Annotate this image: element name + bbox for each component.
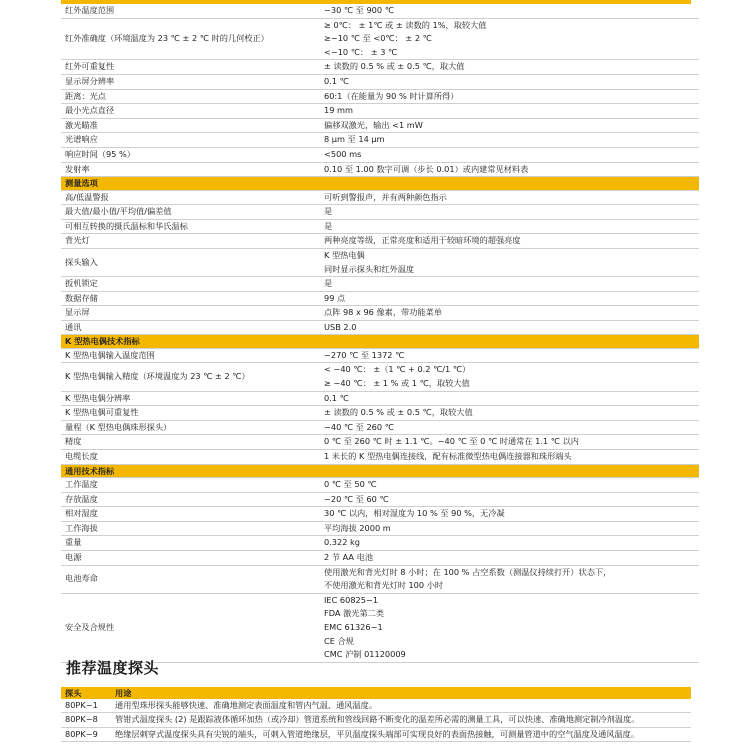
probes-header-row	[61, 687, 691, 699]
spec-value	[320, 118, 699, 133]
spec-value-line: 偏移双激光，输出 <1 mW	[324, 119, 423, 130]
spec-label: 光谱响应	[61, 133, 320, 148]
spec-value	[320, 205, 699, 220]
spec-row	[61, 306, 699, 321]
spec-row	[61, 492, 699, 507]
spec-row	[61, 551, 699, 566]
spec-row	[61, 450, 699, 465]
probes-header-model: 探头	[65, 688, 82, 698]
spec-row	[61, 277, 699, 292]
spec-value-line: < −40 ℃： ±（1 ℃ + 0.2 ℃/1 ℃）	[324, 364, 471, 375]
spec-label: 数据存储	[61, 291, 320, 306]
spec-value-line: CMC 沪制 01120009	[324, 649, 406, 660]
spec-value-line: FDA 激光第二类	[324, 608, 385, 619]
spec-label: 探头输入	[61, 248, 320, 276]
section-header	[61, 335, 699, 348]
spec-value	[320, 363, 699, 391]
spec-value	[320, 147, 699, 162]
spec-row	[61, 147, 699, 162]
section-title: 测量选项	[61, 177, 699, 190]
spec-value-line: ± 读数的 0.5 % 或 ± 0.5 ℃，取大值	[324, 61, 465, 72]
spec-row	[61, 348, 699, 363]
spec-label: 量程（K 型热电偶珠形探头）	[61, 420, 320, 435]
spec-value-line: 0.1 ℃	[324, 75, 349, 86]
spec-row	[61, 406, 699, 421]
probes-header-use: 用途	[115, 688, 132, 698]
spec-value-line: 0.10 至 1.00 数字可调（步长 0.01）或内建常见材料表	[324, 163, 529, 174]
spec-label: 高/低温警报	[61, 190, 320, 205]
spec-value-line: 平均海拔 2000 m	[324, 522, 391, 533]
spec-value	[320, 291, 699, 306]
spec-row	[61, 205, 699, 220]
spec-label: 重量	[61, 536, 320, 551]
spec-label: 最大值/最小值/平均值/偏差值	[61, 205, 320, 220]
spec-value-line: IEC 60825−1	[324, 594, 379, 605]
spec-label: 激光瞄准	[61, 118, 320, 133]
spec-label: 红外准确度（环境温度为 23 ℃ ± 2 ℃ 时的几何校正）	[61, 18, 320, 60]
spec-value-line: 99 点	[324, 292, 346, 303]
spec-value	[320, 593, 699, 662]
spec-label: 工作海拔	[61, 521, 320, 536]
spec-row	[61, 248, 699, 276]
spec-value	[320, 320, 699, 335]
spec-row	[61, 133, 699, 148]
spec-row	[61, 4, 699, 18]
spec-row	[61, 190, 699, 205]
spec-value	[320, 18, 699, 60]
spec-value-line: <500 ms	[324, 148, 362, 159]
section-title: 通用技术指标	[61, 464, 699, 477]
probes-title: 推荐温度探头	[66, 659, 160, 677]
spec-label: 电池寿命	[61, 565, 320, 593]
spec-value	[320, 507, 699, 522]
spec-label: 工作温度	[61, 478, 320, 493]
probe-use: 通用型珠形探头能够快速、准确地测定表面温度和管内气温、通风温度。	[115, 700, 378, 710]
probe-row	[61, 728, 691, 742]
spec-row	[61, 593, 699, 662]
spec-table-body	[61, 4, 699, 662]
probes-rows	[61, 699, 691, 742]
spec-value	[320, 348, 699, 363]
spec-value-line: 1 米长的 K 型热电偶连接线，配有标准微型热电偶连接器和珠形端头	[324, 451, 572, 462]
spec-value-line: 同时显示探头和红外温度	[324, 263, 415, 274]
probe-model: 80PK−1	[65, 700, 98, 710]
spec-value-line: K 型热电偶	[324, 249, 365, 260]
spec-value-line: CE 合规	[324, 635, 354, 646]
spec-row	[61, 291, 699, 306]
spec-value	[320, 391, 699, 406]
spec-value-line: −270 ℃ 至 1372 ℃	[324, 349, 405, 360]
spec-label: 显示屏	[61, 306, 320, 321]
spec-value	[320, 104, 699, 119]
spec-label: 距离：光点	[61, 89, 320, 104]
spec-row	[61, 363, 699, 391]
spec-label: 通讯	[61, 320, 320, 335]
spec-value	[320, 277, 699, 292]
spec-row	[61, 320, 699, 335]
spec-label: K 型热电偶可重复性	[61, 406, 320, 421]
spec-row	[61, 104, 699, 119]
spec-value	[320, 219, 699, 234]
spec-row	[61, 219, 699, 234]
spec-row	[61, 234, 699, 249]
spec-label: 电源	[61, 551, 320, 566]
spec-label: K 型热电偶输入温度范围	[61, 348, 320, 363]
spec-value-line: 0.1 ℃	[324, 392, 349, 403]
spec-label: K 型热电偶输入精度（环境温度为 23 ℃ ± 2 ℃）	[61, 363, 320, 391]
spec-value	[320, 551, 699, 566]
spec-value	[320, 60, 699, 75]
spec-value	[320, 4, 699, 18]
probes-table	[61, 687, 691, 742]
spec-row	[61, 60, 699, 75]
spec-value-line: −40 ℃ 至 260 ℃	[324, 421, 394, 432]
spec-value	[320, 162, 699, 177]
spec-row	[61, 89, 699, 104]
spec-sheet	[61, 0, 691, 663]
spec-value-line: ± 读数的 0.5 % 或 ± 0.5 ℃，取较大值	[324, 407, 473, 418]
spec-row	[61, 391, 699, 406]
spec-label: 精度	[61, 435, 320, 450]
spec-row	[61, 18, 699, 60]
spec-value	[320, 450, 699, 465]
spec-row	[61, 74, 699, 89]
spec-value	[320, 133, 699, 148]
probe-row	[61, 699, 691, 713]
spec-row	[61, 118, 699, 133]
spec-value	[320, 74, 699, 89]
spec-value	[320, 234, 699, 249]
spec-value-line: 使用激光和背光灯时 8 小时；在 100 % 占空系数（测温仪持续打开）状态下，	[324, 566, 612, 577]
probe-model: 80PK−9	[65, 728, 98, 739]
spec-value-line: <−10 ℃： ± 3 ℃	[324, 46, 398, 57]
spec-value	[320, 435, 699, 450]
spec-value	[320, 406, 699, 421]
spec-label: 扳机锁定	[61, 277, 320, 292]
spec-value-line: 19 mm	[324, 105, 353, 116]
probe-use: 绝缘层刺穿式温度探头具有尖锐的端头，可刺入管道绝缘层，平贝温度探头端部可实现良好的表面热接触，可测量管道中的空气温度及通风温度。	[115, 728, 640, 739]
spec-row	[61, 536, 699, 551]
spec-value	[320, 190, 699, 205]
spec-value-line: 是	[324, 220, 333, 231]
spec-value-line: 2 节 AA 电池	[324, 552, 374, 562]
spec-value	[320, 565, 699, 593]
spec-value-line: ≥ −40 ℃： ± 1 % 或 1 ℃，取较大值	[324, 378, 470, 389]
spec-label: 电缆长度	[61, 450, 320, 465]
spec-value	[320, 89, 699, 104]
spec-value	[320, 306, 699, 321]
spec-label: 可相互转换的摄氏温标和华氏温标	[61, 219, 320, 234]
spec-value-line: ≥−10 ℃ 至 <0℃： ± 2 ℃	[324, 33, 432, 44]
spec-value-line: USB 2.0	[324, 321, 357, 332]
spec-label: 发射率	[61, 162, 320, 177]
spec-value	[320, 420, 699, 435]
spec-value-line: 0 ℃ 至 50 ℃	[324, 479, 377, 490]
spec-value-line: 两种亮度等级，正常亮度和适用于较暗环境的超强亮度	[324, 235, 521, 246]
spec-value-line: ≥ 0℃： ± 1℃ 或 ± 读数的 1%，取较大值	[324, 19, 487, 30]
spec-label: K 型热电偶分辨率	[61, 391, 320, 406]
spec-value-line: 不使用激光和背光灯时 100 小时	[324, 580, 444, 591]
spec-row	[61, 435, 699, 450]
spec-label: 最小光点直径	[61, 104, 320, 119]
spec-label: 响应时间（95 %）	[61, 147, 320, 162]
spec-row	[61, 521, 699, 536]
spec-value	[320, 492, 699, 507]
spec-value	[320, 536, 699, 551]
spec-value-line: 可听到警报声，并有两种颜色指示	[324, 191, 447, 202]
section-header	[61, 177, 699, 190]
spec-row	[61, 162, 699, 177]
spec-value-line: 是	[324, 278, 333, 289]
probe-use: 管钳式温度探头 (2) 是跟踪液体循环加热（或冷却）管道系统和管线回路不断变化的温差所必需的测量工具，可以快速、准确地测定制冷剂温度。	[115, 714, 640, 725]
spec-value-line: 30 ℃ 以内，相对湿度为 10 % 至 90 %，无冷凝	[324, 508, 505, 519]
spec-value	[320, 521, 699, 536]
spec-row	[61, 565, 699, 593]
spec-value-line: EMC 61326−1	[324, 621, 383, 632]
spec-value-line: 8 μm 至 14 μm	[324, 134, 385, 145]
spec-label: 存放温度	[61, 492, 320, 507]
spec-label: 显示屏分辨率	[61, 74, 320, 89]
spec-value-line: −20 ℃ 至 60 ℃	[324, 493, 389, 504]
spec-value-line: 0 ℃ 至 260 ℃ 时 ± 1.1 ℃。−40 ℃ 至 0 ℃ 时通常在 1.1 ℃ 以内	[324, 436, 579, 447]
spec-label: 红外可重复性	[61, 60, 320, 75]
probe-row	[61, 713, 691, 727]
spec-value-line: −30 ℃ 至 900 ℃	[324, 5, 394, 15]
spec-label: 安全及合规性	[61, 593, 320, 662]
section-title: K 型热电偶技术指标	[61, 335, 699, 348]
spec-value-line: 60:1（在能量为 90 % 时计算所得）	[324, 90, 459, 101]
probe-model: 80PK−8	[65, 714, 98, 725]
spec-value-line: 是	[324, 206, 333, 217]
spec-row	[61, 420, 699, 435]
section-header	[61, 464, 699, 477]
spec-value-line: 点阵 98 x 96 像素，带功能菜单	[324, 307, 442, 318]
spec-value	[320, 478, 699, 493]
spec-label: 背光灯	[61, 234, 320, 249]
spec-label: 红外温度范围	[61, 4, 320, 18]
spec-row	[61, 507, 699, 522]
spec-value-line: 0.322 kg	[324, 537, 360, 548]
spec-row	[61, 478, 699, 493]
spec-label: 相对湿度	[61, 507, 320, 522]
spec-value	[320, 248, 699, 276]
spec-table	[61, 4, 699, 663]
